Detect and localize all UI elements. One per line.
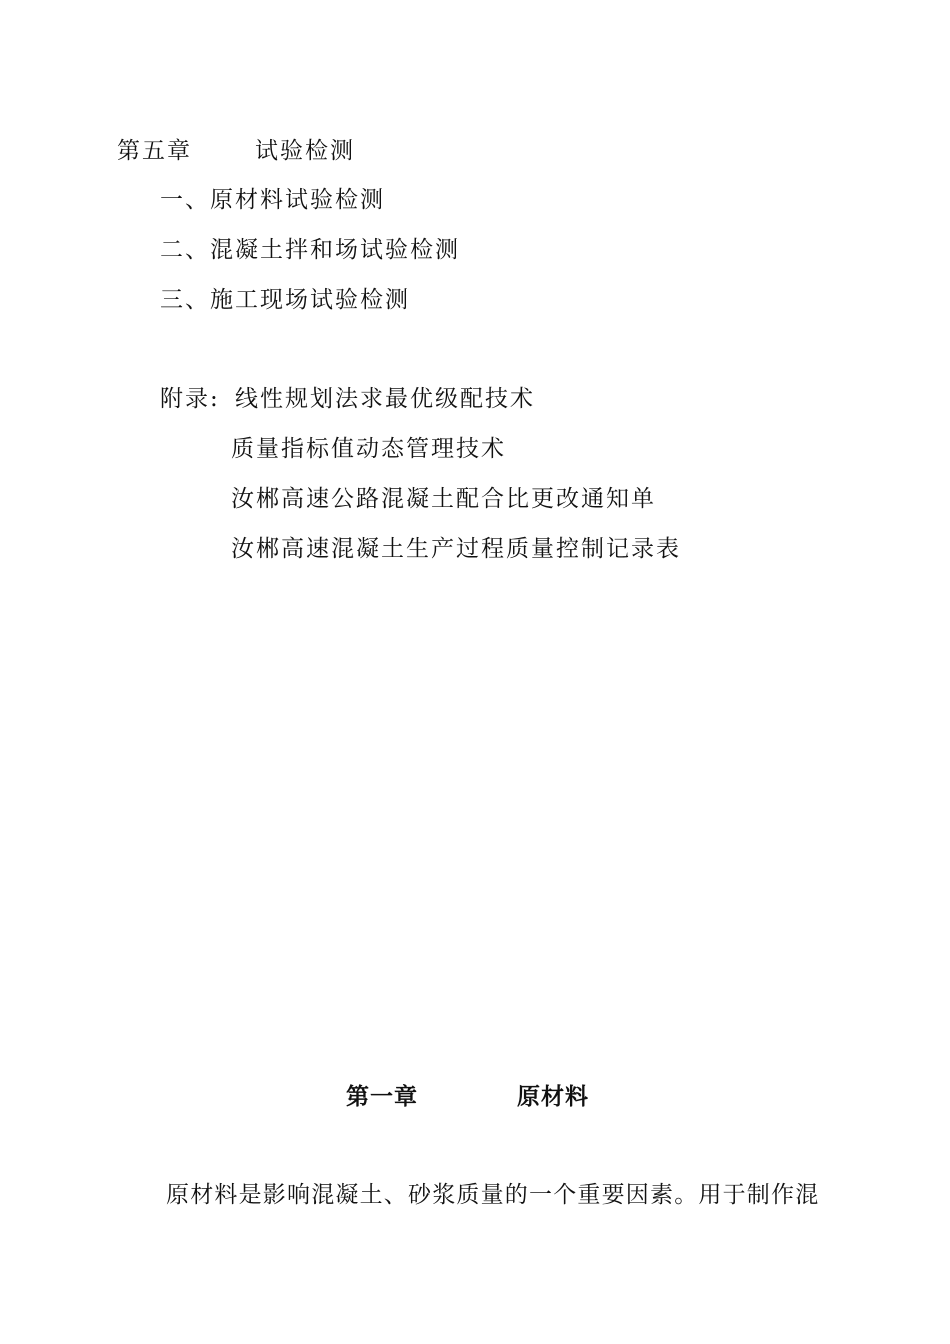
appendix-item-4: 汝郴高速混凝土生产过程质量控制记录表 <box>231 536 681 562</box>
chapter1-number: 第一章 <box>346 1083 418 1110</box>
appendix-item-3: 汝郴高速公路混凝土配合比更改通知单 <box>231 486 656 512</box>
chapter1-paragraph: 原材料是影响混凝土、砂浆质量的一个重要因素。用于制作混 <box>166 1182 820 1208</box>
appendix-label: 附录: <box>160 386 220 412</box>
appendix-item-2: 质量指标值动态管理技术 <box>231 436 506 462</box>
toc-section-3: 三、施工现场试验检测 <box>160 287 410 313</box>
chapter1-title: 原材料 <box>517 1083 589 1110</box>
toc-section-2: 二、混凝土拌和场试验检测 <box>160 237 460 263</box>
toc-chapter-title: 试验检测 <box>255 138 355 164</box>
toc-section-1: 一、原材料试验检测 <box>160 187 385 213</box>
toc-chapter-number: 第五章 <box>117 138 192 164</box>
appendix-item-1: 线性规划法求最优级配技术 <box>235 386 535 412</box>
